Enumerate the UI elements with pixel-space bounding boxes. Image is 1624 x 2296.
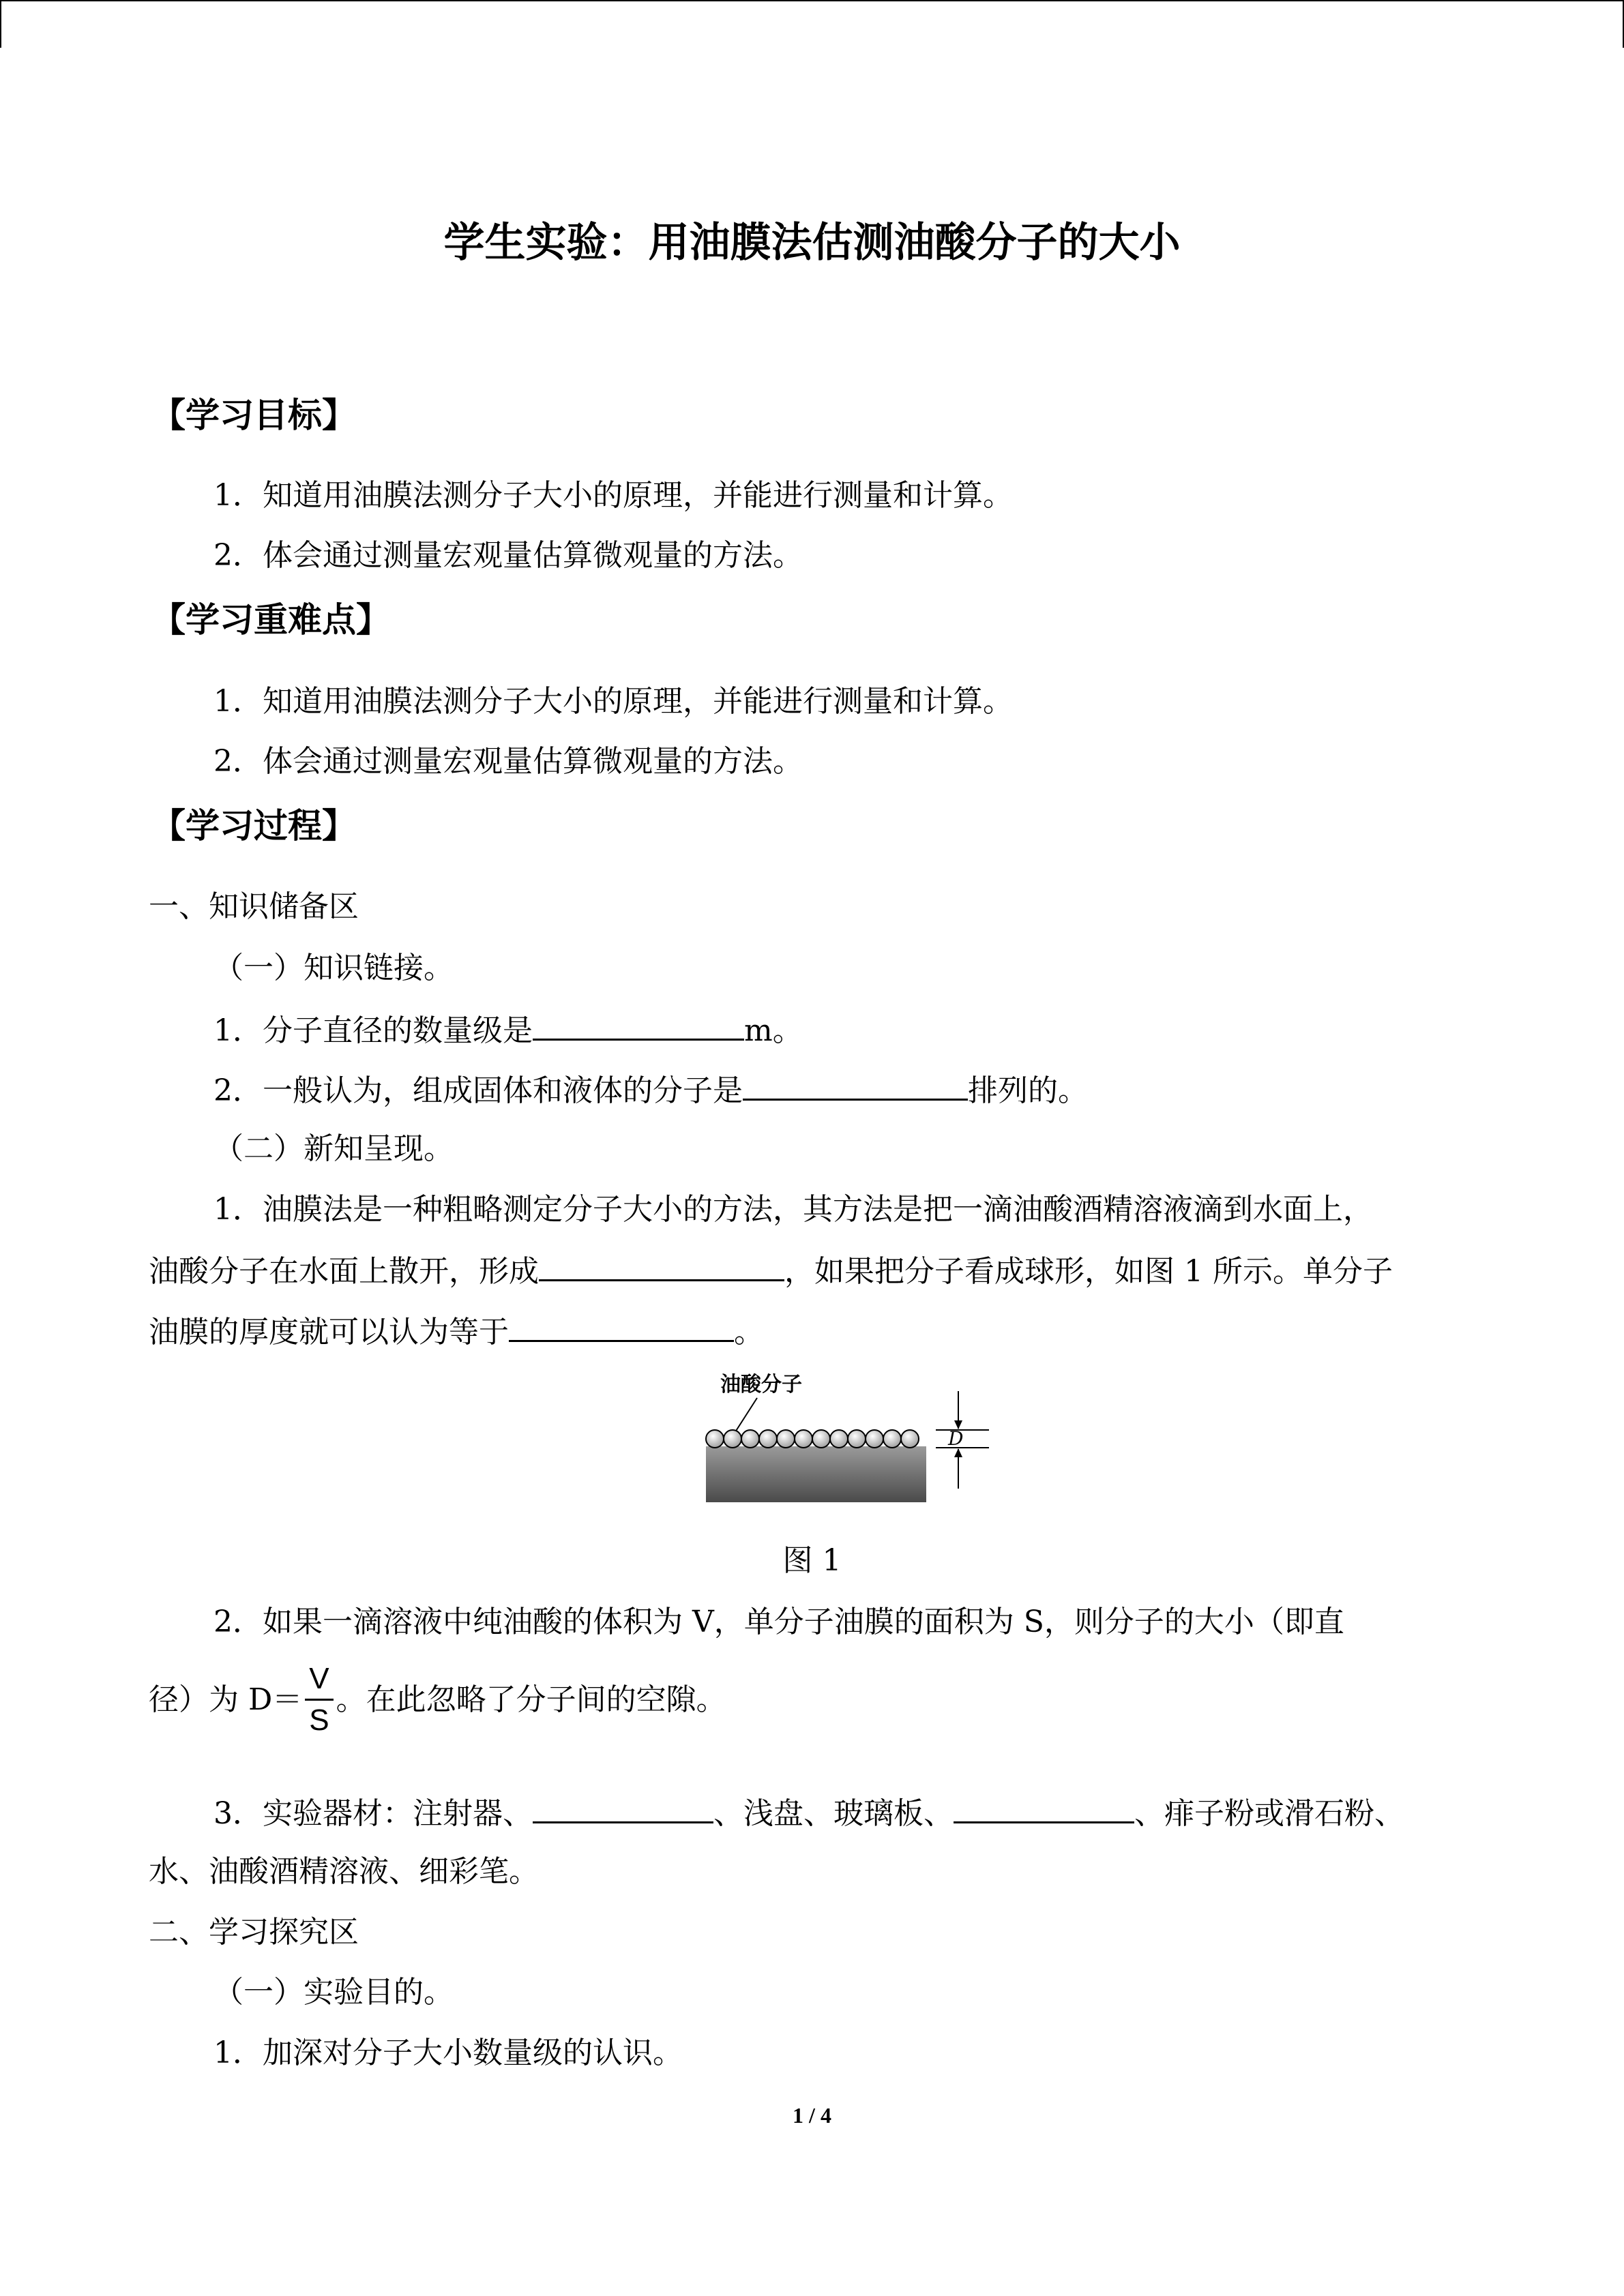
paragraph-1-text: 。 — [734, 1315, 764, 1350]
answer-blank[interactable] — [954, 1791, 1134, 1823]
fraction-denominator: S — [309, 1703, 329, 1737]
paragraph-1-line-3 — [149, 1310, 764, 1353]
oil-molecule — [848, 1430, 866, 1448]
question-1 — [213, 1009, 803, 1052]
paragraph-2-text: 径）为 D＝ — [149, 1682, 303, 1717]
question-2-tail: 排列的。 — [968, 1073, 1088, 1108]
paragraph-3-text: 、浅盘、玻璃板、 — [713, 1796, 954, 1831]
figure-caption: 图 1 — [782, 1543, 842, 1578]
paragraph-1-text: 油酸分子在水面上散开，形成 — [149, 1254, 539, 1289]
answer-blank[interactable] — [539, 1249, 784, 1281]
question-1-unit: m。 — [744, 1013, 803, 1048]
figure-label: 油酸分子 — [720, 1373, 802, 1397]
key-point-item: 1．知道用油膜法测分子大小的原理，并能进行测量和计算。 — [213, 684, 1013, 719]
question-1-text: 1．分子直径的数量级是 — [213, 1013, 533, 1048]
paragraph-3-line-2: 水、油酸酒精溶液、细彩笔。 — [149, 1854, 539, 1889]
goal-item: 1．知道用油膜法测分子大小的原理，并能进行测量和计算。 — [213, 478, 1013, 513]
oil-molecule — [866, 1430, 883, 1448]
oil-molecule — [759, 1430, 777, 1448]
page-number: 1 / 4 — [793, 2103, 831, 2128]
key-points-heading: 【学习重难点】 — [151, 600, 390, 640]
oil-molecule — [741, 1430, 759, 1448]
key-point-item: 2．体会通过测量宏观量估算微观量的方法。 — [213, 744, 803, 779]
oil-film-figure — [696, 1367, 1009, 1510]
answer-blank[interactable] — [509, 1310, 734, 1342]
answer-blank[interactable] — [533, 1791, 713, 1823]
oil-molecule — [812, 1430, 830, 1448]
formula-fraction — [305, 1659, 333, 1740]
oil-molecule — [706, 1430, 724, 1448]
purpose-item: 1．加深对分子大小数量级的认识。 — [213, 2036, 683, 2070]
paragraph-1-line-1: 1．油膜法是一种粗略测定分子大小的方法，其方法是把一滴油酸酒精溶液滴到水面上， — [213, 1192, 1373, 1227]
answer-blank[interactable] — [533, 1009, 744, 1041]
paragraph-3-text: 、痱子粉或滑石粉、 — [1134, 1796, 1404, 1831]
section-heading-knowledge: 一、知识储备区 — [149, 889, 359, 924]
diameter-label: D — [948, 1427, 964, 1450]
subsection-link: （一）知识链接。 — [213, 951, 454, 985]
oil-molecule — [830, 1430, 848, 1448]
paragraph-1-text: 油膜的厚度就可以认为等于 — [149, 1315, 509, 1350]
process-heading: 【学习过程】 — [151, 806, 356, 846]
page-left-border — [0, 0, 1, 48]
oil-molecule — [795, 1430, 812, 1448]
oil-molecule — [901, 1430, 919, 1448]
figure-pointer-line — [734, 1398, 757, 1434]
answer-blank[interactable] — [743, 1069, 968, 1101]
paragraph-3-text: 3．实验器材：注射器、 — [213, 1796, 533, 1831]
paragraph-1-line-2 — [149, 1249, 1393, 1292]
goals-heading: 【学习目标】 — [151, 396, 356, 435]
fraction-numerator: V — [305, 1659, 333, 1701]
paragraph-1-text: ，如果把分子看成球形，如图 1 所示。单分子 — [784, 1254, 1393, 1289]
paragraph-2-line-2 — [149, 1659, 726, 1740]
water-surface — [706, 1446, 926, 1502]
paragraph-2-line-1: 2．如果一滴溶液中纯油酸的体积为 V，单分子油膜的面积为 S，则分子的大小（即直 — [213, 1605, 1344, 1639]
page-title: 学生实验：用油膜法估测油酸分子的大小 — [443, 219, 1181, 267]
goal-item: 2．体会通过测量宏观量估算微观量的方法。 — [213, 538, 803, 573]
oil-molecule — [724, 1430, 741, 1448]
section-heading-explore: 二、学习探究区 — [149, 1915, 359, 1950]
page-top-border — [0, 0, 1624, 1]
question-2-text: 2．一般认为，组成固体和液体的分子是 — [213, 1073, 743, 1108]
paragraph-3-line-1 — [213, 1791, 1404, 1834]
oil-molecules — [706, 1430, 919, 1448]
oil-molecule — [883, 1430, 901, 1448]
paragraph-2-text: 。在此忽略了分子间的空隙。 — [336, 1682, 726, 1717]
subsection-purpose: （一）实验目的。 — [213, 1975, 454, 2010]
question-2 — [213, 1069, 1088, 1112]
oil-molecule — [777, 1430, 795, 1448]
subsection-new: （二）新知呈现。 — [213, 1131, 454, 1166]
